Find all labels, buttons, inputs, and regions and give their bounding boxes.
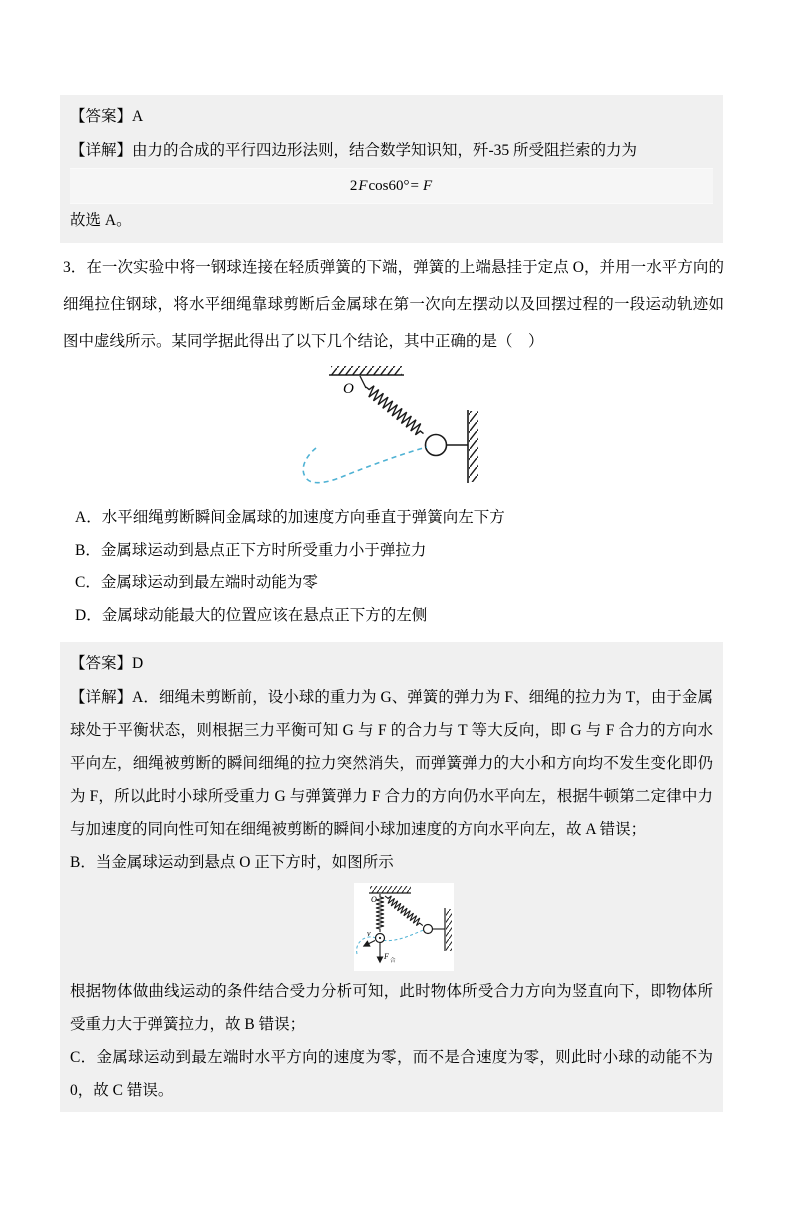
- ball-initial-position: [424, 925, 433, 934]
- q2-explain-text: 由力的合成的平行四边形法则，结合数学知识知，歼-35 所受阻拦索的力为: [132, 142, 638, 159]
- answer-prefix: 【答案】: [70, 108, 133, 125]
- option-c-text: 金属球运动到最左端时动能为零: [100, 574, 318, 591]
- q3-answer-line: [70, 647, 713, 681]
- q2-conclusion: 故选 A。: [70, 212, 132, 229]
- option-a: [75, 502, 724, 535]
- formula-coefficient: 2: [349, 178, 358, 194]
- q2-formula: [70, 168, 713, 204]
- option-c-label: C．: [75, 574, 101, 591]
- vertical-spring-icon: [376, 894, 384, 932]
- trajectory-dashed-curve: [303, 447, 427, 483]
- option-c: [75, 567, 724, 600]
- lowest-point-figure: [354, 883, 453, 971]
- ceiling-hatch: [331, 366, 402, 375]
- q2-explain-line: [70, 134, 713, 168]
- q3-options: [75, 502, 724, 632]
- q3-explain-b-after: 根据物体做曲线运动的条件结合受力分析可知，此时物体所受合力方向为竖直向下，即物体所受重力大于弹簧拉力，故 B 错误；: [70, 983, 713, 1033]
- wall-hatch: [469, 411, 478, 482]
- spring-icon: [362, 382, 427, 438]
- q3-subfigure: [354, 883, 454, 971]
- option-b: [75, 535, 724, 568]
- q2-answer-line: [70, 100, 713, 134]
- net-force-subscript: 合: [390, 958, 396, 964]
- diagonal-spring-icon: [383, 893, 426, 929]
- explain-prefix: 【详解】: [70, 689, 133, 706]
- q3-answer-block: [60, 642, 723, 1112]
- q2-answer-block: [60, 95, 723, 243]
- q3-explain-a-text: A．细绳未剪断前，设小球的重力为 G、弹簧的弹力为 F、细绳的拉力为 T，由于金属球处于平衡状态，则根据三力平衡可知 G 与 F 的合力与 T 等大反向，即 G 与 F 合力的方向水平向左，细绳被剪断的瞬间细绳的拉力突然消失，而弹簧弹力的大小和方向均不发生变化即仍为 F，所以此时小球所受重力 G 与弹簧弹力 F 合力的方向仍水平向左，根据牛顿第二定律中力与加速度的同向性可知在细绳被剪断的瞬间小球加速度的方向水平向左，故 A 错误；: [70, 689, 713, 838]
- option-d-text: 金属球动能最大的位置应该在悬点正下方的左侧: [101, 606, 428, 624]
- q3-stem: [63, 249, 724, 360]
- q3-explain-a: [70, 681, 713, 846]
- question-3: [63, 249, 724, 632]
- net-force-label: F: [384, 952, 389, 961]
- wall-hatch: [446, 909, 452, 951]
- explain-prefix: 【详解】: [70, 142, 133, 159]
- document-page: [0, 95, 794, 1218]
- q3-answer-value: D: [132, 655, 144, 672]
- q2-answer-value: A: [132, 108, 144, 125]
- spring-hook: [360, 376, 366, 388]
- option-b-text: 金属球运动到悬点正下方时所受重力小于弹拉力: [100, 541, 427, 559]
- option-b-label: B．: [75, 541, 101, 559]
- point-o-label: O: [371, 895, 377, 904]
- q3-explain-c: C．金属球运动到最左端时水平方向的速度为零，而不是合速度为零，则此时小球的动能不为 0，故 C 错误。: [70, 1049, 713, 1099]
- metal-ball: [425, 435, 446, 456]
- option-a-text: 水平细绳剪断瞬间金属球的加速度方向垂直于弹簧向左下方: [101, 509, 505, 526]
- q3-number: 3．: [63, 259, 87, 276]
- option-a-label: A．: [75, 509, 102, 526]
- spring-pendulum-figure: [289, 362, 499, 498]
- ball-center-dot: [379, 937, 381, 939]
- ceiling-hatch: [370, 886, 411, 893]
- q3-explain-b-intro: B．当金属球运动到悬点 O 正下方时，如图所示: [70, 854, 394, 871]
- answer-prefix: 【答案】: [70, 655, 133, 672]
- q3-figure: [63, 362, 724, 498]
- velocity-arrow: [364, 941, 375, 947]
- formula-equals: =: [410, 178, 419, 194]
- formula-cos-term: cos60°: [368, 178, 410, 194]
- point-o-label: O: [342, 381, 354, 397]
- formula-variable-f2: F: [422, 178, 433, 194]
- option-d: [75, 600, 724, 633]
- q3-stem-text: 在一次实验中将一钢球连接在轻质弹簧的下端，弹簧的上端悬挂于定点 O，并用一水平方向的细绳拉住钢球，将水平细绳靠球剪断后金属球在第一次向左摆动以及回摆过程的一段运动轨迹如图中虚线所示。某同学据此得出了以下几个结论，其中正确的是（ ）: [63, 259, 724, 350]
- velocity-label: v: [367, 929, 371, 938]
- option-d-label: D．: [75, 606, 102, 624]
- formula-variable-f1: F: [358, 178, 368, 194]
